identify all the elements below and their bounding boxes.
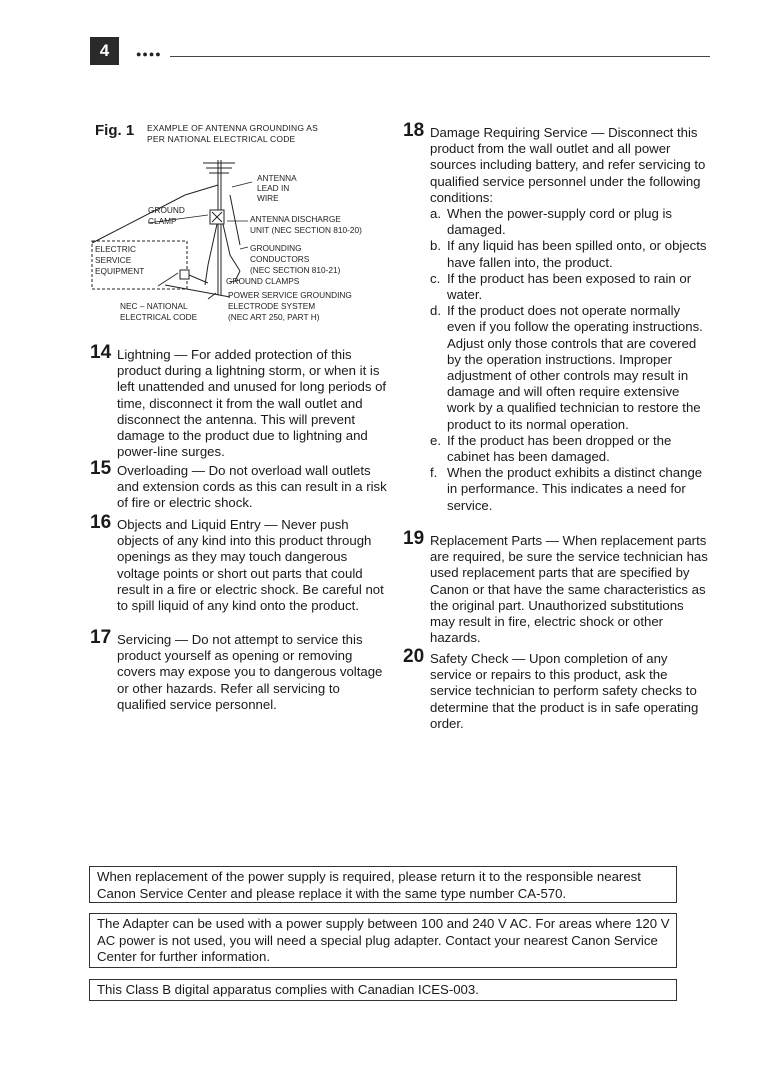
item-number: 16 (90, 512, 112, 533)
item-text: Servicing — Do not attempt to service this product yourself as opening or removing covers may expose you to dangerous voltage or other hazards. Refer all servicing to qualified service personnel. (117, 632, 383, 712)
label-grounding-3: (NEC SECTION 810-21) (250, 265, 341, 275)
item-text: Lightning — For added protection of this product during a lightning storm, or when it is left unattended and unused for long periods of time, disconnect it from the wall outlet and disconnect the antenna. This will prevent damage to the product due to lightning and power-line surges. (117, 347, 387, 460)
label-antenna: ANTENNA (257, 173, 297, 183)
figure-caption-line2: PER NATIONAL ELECTRICAL CODE (147, 134, 296, 144)
figure-caption-line1: EXAMPLE OF ANTENNA GROUNDING AS (147, 123, 319, 133)
item-number: 17 (90, 627, 112, 648)
label-ground-clamp-1: GROUND (148, 205, 185, 215)
antenna-grounding-diagram (90, 155, 390, 335)
antenna-icon (203, 160, 235, 295)
label-discharge-1: ANTENNA DISCHARGE (250, 214, 341, 224)
label-ground-clamps: GROUND CLAMPS (226, 276, 300, 286)
item-19 (403, 528, 708, 646)
item-number: 15 (90, 458, 112, 479)
sub-item-e: e. If the product has been dropped or the cabinet has been damaged. (430, 432, 672, 465)
item-18 (403, 120, 708, 514)
label-grounding-2: CONDUCTORS (250, 254, 310, 264)
label-ground-clamp-2: CLAMP (148, 216, 177, 226)
label-nec-1: NEC – NATIONAL (120, 301, 188, 311)
item-number: 18 (403, 120, 425, 141)
label-nec-2: ELECTRICAL CODE (120, 312, 198, 322)
sub-item-a: a. When the power-supply cord or plug is damaged. (430, 206, 673, 238)
label-electric-3: EQUIPMENT (95, 266, 145, 276)
item-text: Overloading — Do not overload wall outlets and extension cords as this can result in a risk of fire or electric shock. (117, 463, 387, 511)
item-16 (90, 512, 392, 614)
label-grounding-1: GROUNDING (250, 243, 302, 253)
item-number: 14 (90, 342, 112, 363)
header-dots: ●●●● (136, 49, 162, 59)
label-electrode-1: POWER SERVICE GROUNDING (228, 290, 352, 300)
notice-adapter: The Adapter can be used with a power supply between 100 and 240 V AC. For areas where 120 V AC power is not used, you will need a special plug adapter. Contact your nearest Canon Service Center for further information. (89, 913, 677, 968)
figure-label: Fig. 1 (95, 122, 135, 139)
figure-caption (147, 123, 318, 145)
label-discharge-2: UNIT (NEC SECTION 810-20) (250, 225, 362, 235)
item-17 (90, 627, 392, 713)
item-number: 20 (403, 646, 425, 667)
label-electrode-2: ELECTRODE SYSTEM (228, 301, 316, 311)
item-text: Objects and Liquid Entry — Never push objects of any kind into this product through openings as they may touch dangerous voltage points or short out parts that could result in a fire or electric shock. Be careful not to spill liquid of any kind onto the product. (117, 517, 384, 614)
item-number: 19 (403, 528, 425, 549)
sub-item-f: f. When the product exhibits a distinct change in performance. This indicates a need for service. (430, 465, 703, 513)
item-15 (90, 458, 392, 512)
label-electric-2: SERVICE (95, 255, 132, 265)
label-electrode-3: (NEC ART 250, PART H) (228, 312, 320, 322)
item-14 (90, 342, 392, 460)
item-text: Replacement Parts — When replacement parts are required, be sure the service technician has used replacement parts that are specified by Canon or that have the same characteristics as the original part. Unauthorized substitutions may result in fire, electric shock or other hazards. (430, 533, 708, 646)
sub-item-b: b. If any liquid has been spilled onto, or objects have fallen into, the product. (430, 238, 707, 270)
header-rule (170, 56, 710, 57)
label-lead-in-2: WIRE (257, 193, 279, 203)
label-lead-in-1: LEAD IN (257, 183, 290, 193)
label-electric-1: ELECTRIC (95, 244, 137, 254)
item-20 (403, 646, 708, 732)
item-text: Damage Requiring Service — Disconnect this product from the wall outlet and all power sources including battery, and refer servicing to qualified service personnel under the following conditions: (430, 125, 706, 205)
notice-class-b: This Class B digital apparatus complies with Canadian ICES-003. (89, 979, 677, 1001)
sub-item-d: d. If the product does not operate normally even if you follow the operating instructions. Adjust only those controls that are covered by the operation instructions. Improper adjustment of other controls may result in damage and will often require extensive work by a qualified technician to restore the product to its normal operation. (430, 303, 703, 432)
sub-item-c: c. If the product has been exposed to rain or water. (430, 270, 692, 303)
notice-power-supply: When replacement of the power supply is required, please return it to the responsible nearest Canon Service Center and please replace it with the same type number CA-570. (89, 866, 677, 903)
item-text: Safety Check — Upon completion of any service or repairs to this product, ask the service technician to perform safety checks to determine that the product is in safe operating order. (430, 651, 699, 731)
page-number-badge: 4 (90, 37, 119, 65)
